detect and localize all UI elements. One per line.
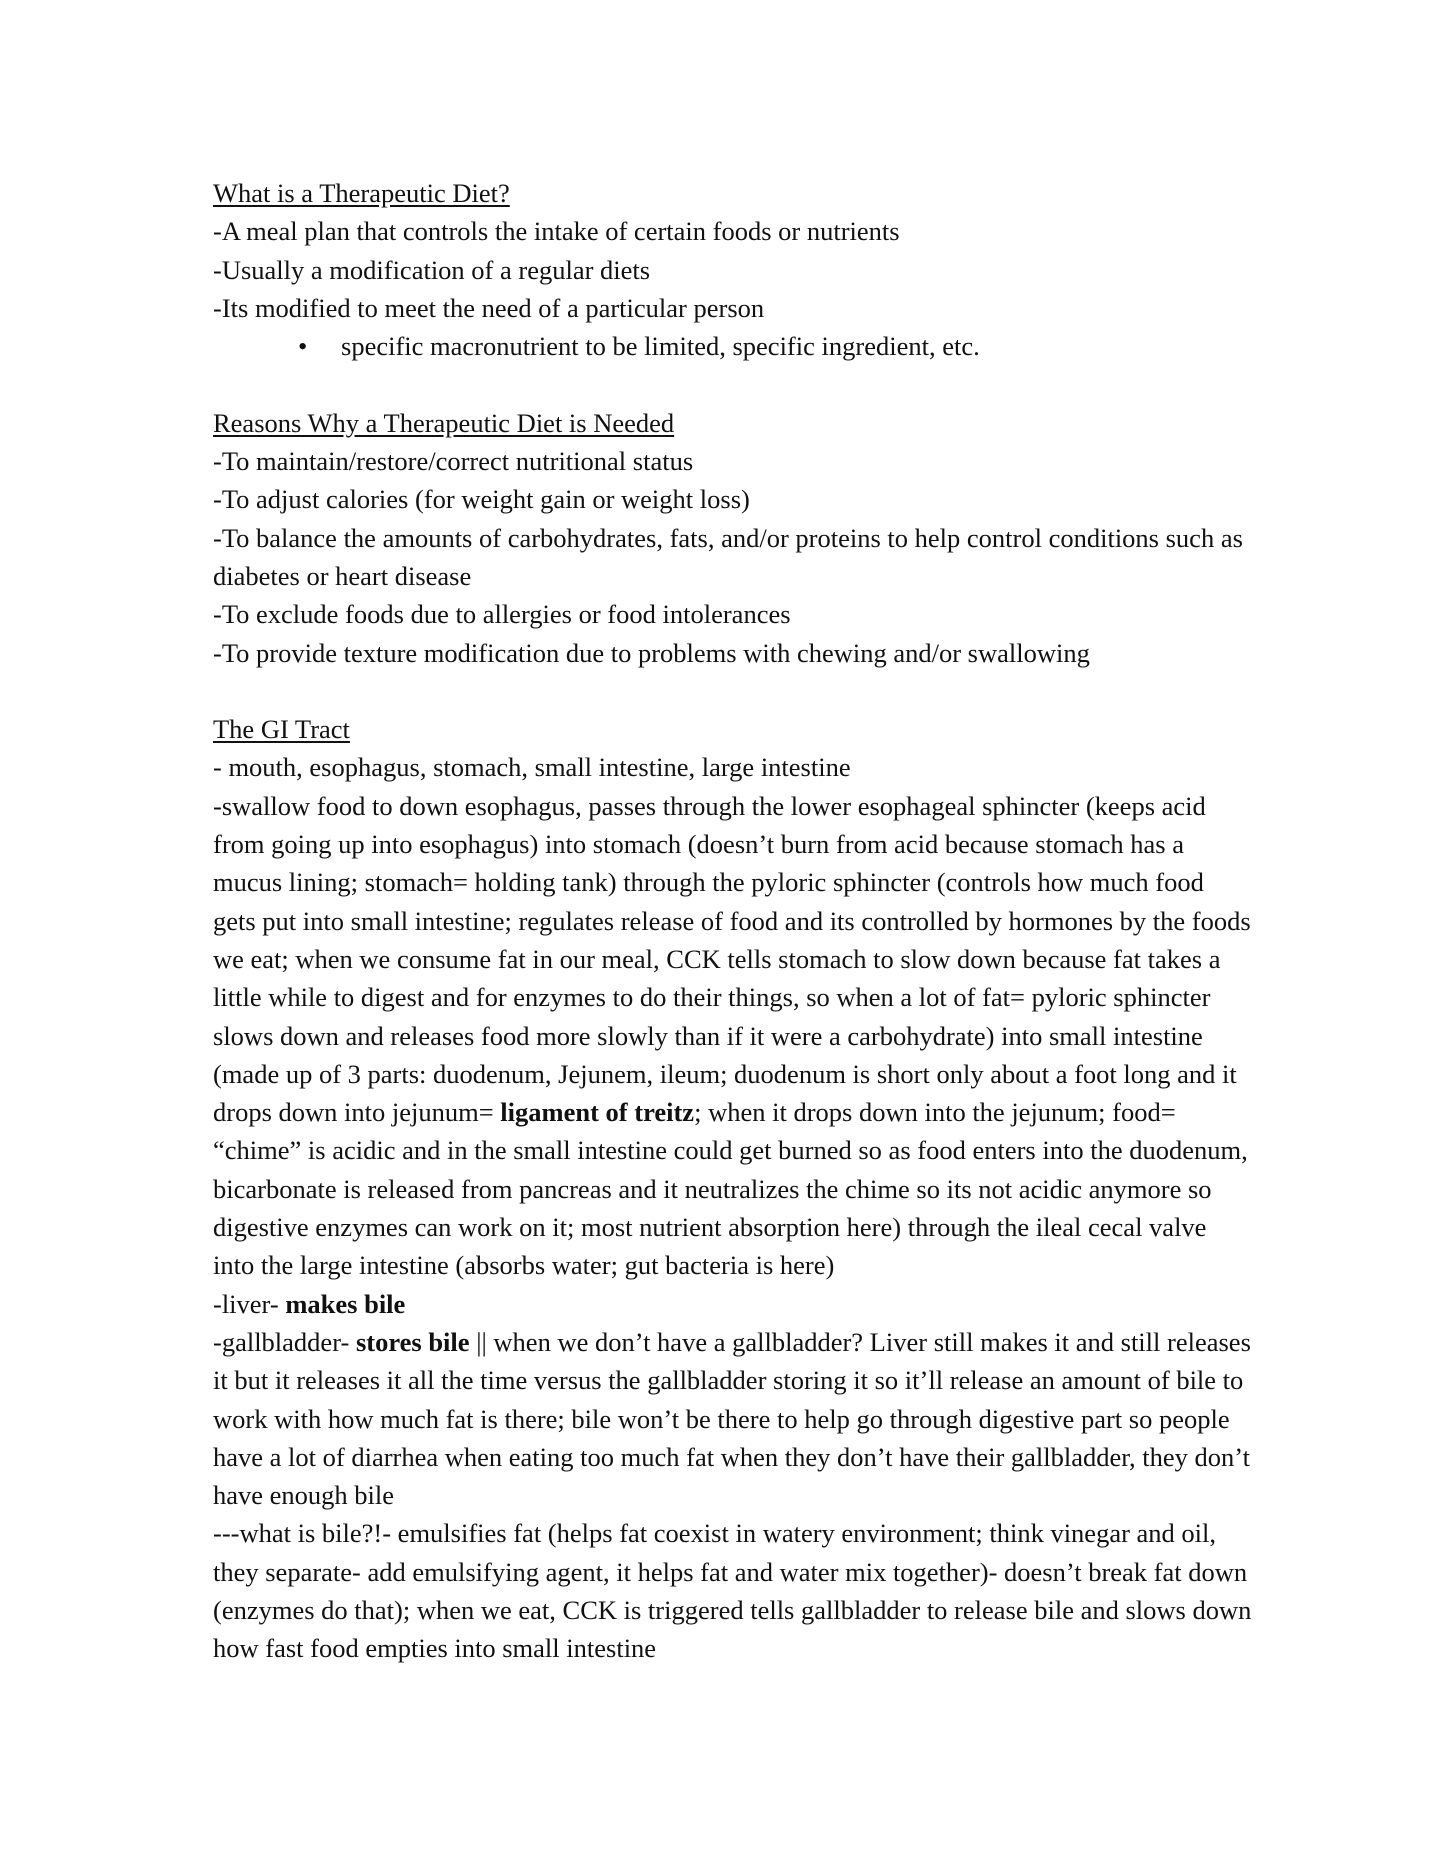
text-line: -To provide texture modification due to problems with chewing and/or swallowing bbox=[213, 637, 1090, 668]
bile-paragraph: ---what is bile?!- emulsifies fat (helps fat coexist in watery environment; think vinegar and oil, they separate- add emulsifying agent, it helps fat and water mix together)- doesn’t break fat down (enzymes do that); when we eat, CCK is triggered tells gallbladder to release bile and slows down how fast food empties into small intestine bbox=[213, 1518, 1252, 1664]
section-gi-tract bbox=[213, 710, 1253, 1667]
bullet-item bbox=[213, 327, 1253, 365]
document-page bbox=[213, 174, 1253, 1668]
text-line: -To exclude foods due to allergies or food intolerances bbox=[213, 599, 791, 630]
text-line: -Usually a modification of a regular diets bbox=[213, 254, 651, 285]
gallbladder-text: || when we don’t have a gallbladder? Liver still makes it and still releases it but it releases it all the time versus the gallbladder storing it so it’ll release an amount of bile to work with how much fat is there; bile won’t be there to help go through digestive part so people have a lot of diarrhea when eating too much fat when they don’t have their gallbladder, they don’t have enough bile bbox=[213, 1326, 1251, 1511]
text-line: -To adjust calories (for weight gain or weight loss) bbox=[213, 484, 750, 515]
section-heading: Reasons Why a Therapeutic Diet is Needed bbox=[213, 407, 675, 438]
section-therapeutic-diet bbox=[213, 174, 1253, 365]
digestion-paragraph bbox=[213, 787, 1253, 1285]
section-heading: What is a Therapeutic Diet? bbox=[213, 178, 510, 208]
gallbladder-label: -gallbladder- bbox=[213, 1326, 356, 1357]
liver-line bbox=[213, 1285, 1253, 1323]
digestion-text: ; when it drops down into the jejunum; food= “chime” is acidic and in the small intestine could get burned so as food enters into the duodenum, bicarbonate is released from pancreas and it neutralizes the chime so its not acidic anymore so digestive enzymes can work on it; most nutrient absorption here) through the ileal cecal valve into the large intestine (absorbs water; gut bacteria is here) bbox=[213, 1097, 1248, 1281]
section-reasons bbox=[213, 404, 1253, 672]
gallbladder-function: stores bile bbox=[355, 1326, 470, 1357]
digestion-text: -swallow food to down esophagus, passes through the lower esophageal sphincter (keeps acid from going up into esophagus) into stomach (doesn’t burn from acid because stomach has a mucus lining; stomach= holding tank) through the pyloric sphincter (controls how much food gets put into small intestine; regulates release of food and its controlled by hormones by the foods we eat; when we consume fat in our meal, CCK tells stomach to slow down because fat takes a little while to digest and for enzymes to do their things, so when a lot of fat= pyloric sphincter slows down and releases food more slowly than if it were a carbohydrate) into small intestine (made up of 3 parts: duodenum, Jejunem, ileum; duodenum is short only about a foot long and it drops down into jejunum= bbox=[213, 790, 1251, 1128]
text-line: -A meal plan that controls the intake of certain foods or nutrients bbox=[213, 216, 900, 247]
bullet-text: specific macronutrient to be limited, specific ingredient, etc. bbox=[341, 331, 980, 362]
bullet-dot-icon: • bbox=[298, 331, 308, 362]
ligament-term: ligament of treitz bbox=[500, 1097, 695, 1128]
section-heading: The GI Tract bbox=[213, 714, 350, 745]
text-line: -To maintain/restore/correct nutritional status bbox=[213, 446, 694, 477]
text-paragraph: -To balance the amounts of carbohydrates, fats, and/or proteins to help control conditions such as diabetes or heart disease bbox=[213, 522, 1243, 591]
text-line: - mouth, esophagus, stomach, small intestine, large intestine bbox=[213, 752, 851, 783]
gallbladder-paragraph bbox=[213, 1323, 1253, 1514]
liver-label: -liver- bbox=[213, 1288, 286, 1319]
section-spacer bbox=[213, 672, 1253, 710]
text-line: -Its modified to meet the need of a particular person bbox=[213, 292, 765, 323]
section-spacer bbox=[213, 365, 1253, 403]
liver-function: makes bile bbox=[285, 1288, 406, 1319]
